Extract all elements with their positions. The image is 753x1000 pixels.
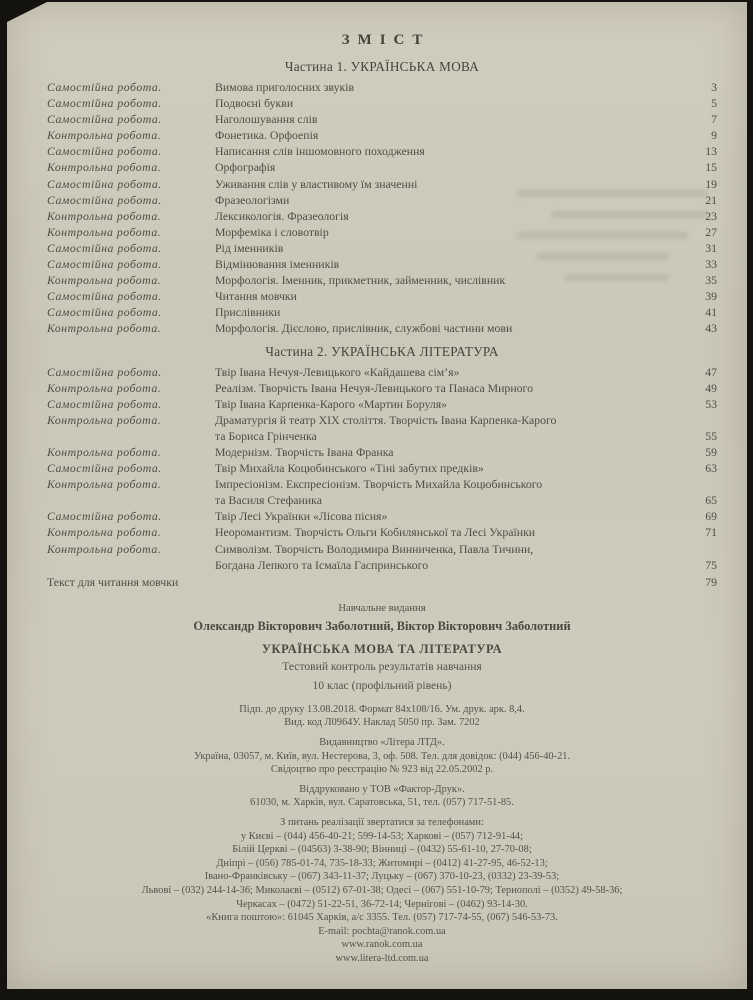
- toc-entry-page: 55: [705, 428, 717, 443]
- colophon-print-blocks: [47, 703, 717, 966]
- book-page: [7, 2, 747, 989]
- print-line: Підп. до друку 13.08.2018. Формат 84х108/16. Ум. друк. арк. 8,4.: [239, 703, 525, 715]
- toc-entry-title: [215, 476, 685, 508]
- toc-entry-title: [215, 208, 685, 224]
- toc-entry-title: [215, 288, 685, 304]
- toc-part-1-heading: Частина 1. УКРАЇНСЬКА МОВА: [284, 59, 480, 74]
- toc-entry-title-line: Неоромантизм. Творчість Ольги Кобилянської та Лесі Українки: [215, 525, 536, 540]
- toc-entry-row: [47, 508, 717, 524]
- toc-entry-title: [215, 304, 685, 320]
- toc-entry-title: [215, 111, 685, 127]
- toc-entry-title: [215, 541, 685, 573]
- print-line: E-mail: pochta@ranok.com.ua: [318, 925, 446, 937]
- toc-entry-title-line: Твір Івана Нечуя-Левицького «Кайдашева сім’я»: [215, 364, 460, 379]
- toc-entry-title: [215, 364, 685, 380]
- print-line: Білій Церкві – (04563) 3-38-90; Вінниці – (0432) 55-61-10, 27-70-08;: [232, 844, 532, 856]
- toc-footer-entry: [47, 574, 717, 590]
- toc-entry-label: Контрольна робота.: [47, 224, 162, 239]
- toc-entry-title: [215, 272, 685, 288]
- toc-entry-row: [47, 412, 717, 444]
- toc-entry-label: Контрольна робота.: [47, 525, 162, 540]
- toc-entry-page: 65: [705, 493, 717, 508]
- toc-entry-label: Контрольна робота.: [47, 541, 162, 556]
- toc-entry-label: Контрольна робота.: [47, 208, 162, 223]
- toc-entry-label: Самостійна робота.: [47, 509, 162, 524]
- toc-entry-page: 3: [711, 80, 717, 94]
- toc-entry-label: Контрольна робота.: [47, 412, 162, 427]
- toc-entry-title: [215, 460, 685, 476]
- toc-entry-row: [47, 192, 717, 208]
- toc-entry-title-line: Твір Івана Карпенка-Карого «Мартин Боруля»: [215, 396, 448, 411]
- colophon: [47, 603, 717, 966]
- toc-entry-row: [47, 240, 717, 256]
- toc-entry-title-line: Богдана Лепкого та Ісмаїла Гаспринського: [215, 557, 429, 572]
- toc-entry-title: [215, 412, 685, 444]
- toc-entry-title: [215, 176, 685, 192]
- toc-entry-title-line: Читання мовчки: [215, 289, 297, 304]
- toc-entry-label: Контрольна робота.: [47, 273, 162, 288]
- toc-entry-label: Контрольна робота.: [47, 380, 162, 395]
- print-line: Черкасах – (0472) 51-22-51, 36-72-14; Чернігові – (0462) 93-14-30.: [236, 898, 528, 910]
- toc-entry-title-line: Написання слів іншомовного походження: [215, 144, 425, 159]
- toc-entry-title: [215, 143, 685, 159]
- toc-entry-page: 15: [705, 160, 717, 175]
- toc-entry-page: 63: [705, 461, 717, 476]
- toc-entry-title-line: Уживання слів у властивому їм значенні: [215, 176, 418, 191]
- toc-entry-title-line: та Бориса Грінченка: [215, 428, 317, 443]
- toc-entry-title: [215, 320, 685, 336]
- toc-entry-row: [47, 364, 717, 380]
- toc-entry-page: 35: [705, 273, 717, 288]
- toc-entry-title-line: Морфологія. Дієслово, прислівник, службові частини мови: [215, 321, 513, 336]
- toc-entry-title: [215, 380, 685, 396]
- toc-entry-page: 53: [705, 396, 717, 411]
- toc-entry-row: [47, 111, 717, 127]
- print-line: у Києві – (044) 456-40-21; 599-14-53; Харкові – (057) 712-91-44;: [240, 830, 524, 842]
- toc-entry-row: [47, 304, 717, 320]
- toc-part-1: [47, 59, 717, 337]
- print-line: Івано-Франківську – (067) 343-11-37; Луцьку – (067) 370-10-23, (0332) 23-39-53;: [204, 871, 560, 883]
- toc-entry-page: 79: [705, 574, 717, 589]
- toc-part-2-entries: [47, 364, 717, 573]
- toc-entry-label: Самостійна робота.: [47, 80, 162, 94]
- toc-title: ЗМІСТ: [341, 32, 431, 48]
- toc-entry-page: 5: [711, 96, 717, 111]
- toc-entry-page: 21: [705, 192, 717, 207]
- toc-entry-title-line: Фонетика. Орфоепія: [215, 128, 319, 143]
- toc-entry-label: Самостійна робота.: [47, 96, 162, 111]
- toc-entry-title: [215, 79, 685, 95]
- print-line: www.ranok.com.ua: [341, 939, 423, 951]
- toc-entry-row: [47, 272, 717, 288]
- toc-entry-page: 33: [705, 257, 717, 272]
- print-line: Видавництво «Літера ЛТД».: [319, 737, 445, 748]
- toc-entry-title-line: Подвоєні букви: [215, 96, 294, 111]
- toc-entry-page: 23: [705, 208, 717, 223]
- toc-entry-page: 31: [705, 240, 717, 255]
- toc-entry-title-line: Модернізм. Творчість Івана Франка: [215, 444, 394, 459]
- toc-entry-page: 59: [705, 444, 717, 459]
- toc-entry-label: Самостійна робота.: [47, 396, 162, 411]
- toc-entry-label: Контрольна робота.: [47, 444, 162, 459]
- grade-line: 10 клас (профільний рівень): [312, 678, 452, 692]
- toc-entry-title-line: Наголошування слів: [215, 112, 318, 127]
- toc-entry-title-line: Символізм. Творчість Володимира Винниченка, Павла Тичини,: [215, 541, 534, 556]
- toc-entry-page: 49: [705, 380, 717, 395]
- toc-entry-title-line: Вимова приголосних звуків: [215, 80, 355, 94]
- toc-entry-title: [215, 224, 685, 240]
- toc-entry-title-line: Морфологія. Іменник, прикметник, займенник, числівник: [215, 273, 506, 288]
- print-block: [47, 736, 717, 777]
- toc-entry-row: [47, 159, 717, 175]
- toc-entry-row: [47, 396, 717, 412]
- toc-entry-page: 47: [705, 364, 717, 379]
- toc-entry-title-line: Реалізм. Творчість Івана Нечуя-Левицького та Панаса Мирного: [215, 380, 533, 395]
- toc-entry-row: [47, 288, 717, 304]
- print-block: [47, 816, 717, 966]
- toc-entry-title-line: та Василя Стефаника: [215, 493, 322, 508]
- toc-entry-title: [215, 508, 685, 524]
- page-content: [7, 2, 747, 966]
- toc-entry-title-line: Лексикологія. Фразеологія: [215, 208, 349, 223]
- print-line: З питань реалізації звертатися за телефонами:: [280, 816, 484, 828]
- toc-entry-page: 43: [705, 321, 717, 336]
- toc-entry-row: [47, 208, 717, 224]
- toc-entry-label: Самостійна робота.: [47, 144, 162, 159]
- toc-entry-title-line: Імпресіонізм. Експресіонізм. Творчість Михайла Коцюбинського: [215, 477, 543, 492]
- toc-entry-row: [47, 224, 717, 240]
- toc-entry-row: [47, 79, 717, 95]
- print-line: Свідоцтво про реєстрацію № 923 від 22.05.2002 р.: [270, 764, 494, 776]
- toc-entry-title-line: Орфографія: [215, 160, 276, 175]
- toc-part-2: [47, 344, 717, 573]
- toc-part-2-heading: Частина 2. УКРАЇНСЬКА ЛІТЕРАТУРА: [265, 343, 499, 359]
- toc-entry-row: [47, 476, 717, 508]
- toc-part-1-entries: [47, 79, 717, 337]
- toc-entry-label: Самостійна робота.: [47, 257, 162, 272]
- toc-entry-title-line: Твір Михайла Коцюбинського «Тіні забутих предків»: [215, 461, 484, 476]
- toc-entry-title: [215, 396, 685, 412]
- toc-entry-title: [215, 256, 685, 272]
- toc-entry-title: [215, 524, 685, 540]
- book-title: УКРАЇНСЬКА МОВА ТА ЛІТЕРАТУРА: [261, 641, 503, 656]
- toc-entry-page: 39: [705, 289, 717, 304]
- toc-entry-title-line: Відмінювання іменників: [215, 257, 340, 272]
- toc-entry-row: [47, 320, 717, 336]
- toc-entry-page: 13: [705, 144, 717, 159]
- toc-entry-row: [47, 524, 717, 540]
- print-line: Дніпрі – (056) 785-01-74, 735-18-33; Житомирі – (0412) 41-27-95, 46-52-13;: [216, 857, 548, 869]
- print-line: Україна, 03057, м. Київ, вул. Нестерова, 3, оф. 508. Тел. для довідок: (044) 456-40-21.: [193, 750, 571, 762]
- toc-footer-entry-title: Текст для читання мовчки: [47, 574, 179, 589]
- print-block: [47, 703, 717, 730]
- toc-entry-page: 75: [705, 557, 717, 572]
- toc-entry-label: Самостійна робота.: [47, 240, 162, 255]
- print-line: 61030, м. Харків, вул. Саратовська, 51, тел. (057) 717-51-85.: [250, 797, 514, 809]
- book-subtitle: Тестовий контроль результатів навчання: [282, 659, 482, 673]
- toc-entry-title: [215, 95, 685, 111]
- print-line: Віддруковано у ТОВ «Фактор-Друк».: [299, 783, 465, 795]
- toc-entry-row: [47, 541, 717, 573]
- toc-entry-row: [47, 143, 717, 159]
- toc-entry-page: 19: [705, 176, 717, 191]
- print-line: «Книга поштою»: 61045 Харків, а/с 3355. Тел. (057) 717-74-55, (067) 546-53-73.: [206, 912, 558, 924]
- toc-entry-label: Самостійна робота.: [47, 176, 162, 191]
- toc-entry-title-line: Рід іменників: [215, 240, 284, 255]
- toc-entry-title: [215, 159, 685, 175]
- print-line: Вид. код Л0964У. Наклад 5050 пр. Зам. 7202: [284, 717, 480, 729]
- toc-entry-label: Контрольна робота.: [47, 477, 162, 492]
- toc-entry-page: 9: [711, 128, 717, 143]
- toc-entry-page: 41: [705, 305, 717, 320]
- toc-entry-row: [47, 95, 717, 111]
- toc-entry-title: [215, 240, 685, 256]
- toc-entry-label: Самостійна робота.: [47, 192, 162, 207]
- toc-entry-title: [215, 444, 685, 460]
- toc-entry-title-line: Морфеміка і словотвір: [215, 224, 329, 239]
- toc-entry-page: 27: [705, 224, 717, 239]
- toc-entry-label: Контрольна робота.: [47, 128, 162, 143]
- toc-entry-page: 71: [705, 525, 717, 540]
- print-line: www.litera-ltd.com.ua: [335, 952, 429, 964]
- toc-entry-page: 7: [711, 112, 717, 127]
- toc-entry-label: Самостійна робота.: [47, 289, 162, 304]
- toc-entry-label: Контрольна робота.: [47, 321, 162, 336]
- toc-entry-title: [215, 127, 685, 143]
- toc-entry-row: [47, 256, 717, 272]
- toc-entry-row: [47, 460, 717, 476]
- toc-entry-label: Самостійна робота.: [47, 305, 162, 320]
- print-block: [47, 783, 717, 810]
- toc-entry-title-line: Фразеологізми: [215, 192, 290, 207]
- toc-entry-page: 69: [705, 509, 717, 524]
- toc-entry-title-line: Прислівники: [215, 305, 281, 320]
- toc-entry-title-line: Твір Лесі Українки «Лісова пісня»: [215, 509, 388, 524]
- toc-entry-title: [215, 192, 685, 208]
- toc-entry-title-line: Драматургія й театр XIX століття. Творчість Івана Карпенка-Карого: [215, 412, 557, 427]
- print-line: Львові – (032) 244-14-36; Миколаєві – (0512) 67-01-38; Одесі – (067) 551-10-79; Тернополі – (0352) 49-58-36;: [141, 884, 623, 896]
- toc-entry-row: [47, 380, 717, 396]
- toc-entry-label: Контрольна робота.: [47, 160, 162, 175]
- toc-entry-label: Самостійна робота.: [47, 112, 162, 127]
- toc-entry-row: [47, 176, 717, 192]
- toc-entry-label: Самостійна робота.: [47, 364, 162, 379]
- toc-entry-label: Самостійна робота.: [47, 461, 162, 476]
- toc-entry-row: [47, 444, 717, 460]
- toc-entry-row: [47, 127, 717, 143]
- authors-line: Олександр Вікторович Заболотний, Віктор Вікторович Заболотний: [193, 618, 571, 633]
- edition-note: Навчальне видання: [338, 602, 426, 614]
